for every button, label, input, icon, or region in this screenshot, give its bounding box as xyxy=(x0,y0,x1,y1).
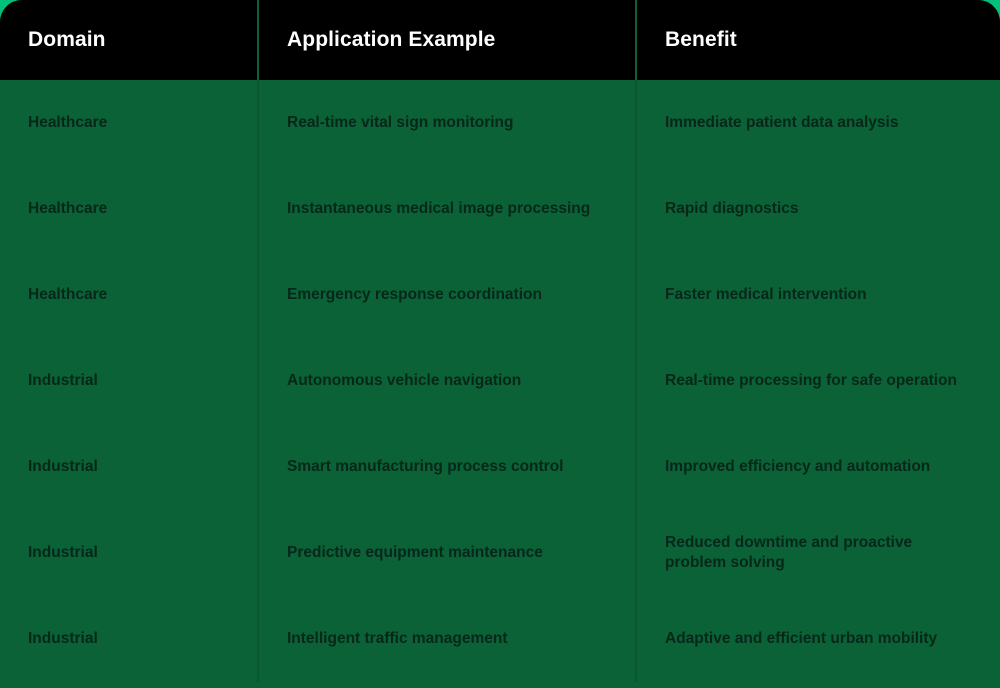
cell-benefit: Rapid diagnostics xyxy=(665,199,799,217)
cell-domain: Industrial xyxy=(0,510,258,596)
cell-benefit: Reduced downtime and proactive problem solving xyxy=(665,533,913,571)
column-header-domain: Domain xyxy=(0,0,258,80)
cell-application: Autonomous vehicle navigation xyxy=(258,338,636,424)
cell-application: Real-time vital sign monitoring xyxy=(258,80,636,166)
table-row xyxy=(0,510,1000,596)
table-body xyxy=(0,80,1000,682)
table-row xyxy=(0,80,1000,166)
table-row xyxy=(0,338,1000,424)
cell-domain: Healthcare xyxy=(0,252,258,338)
cell-application: Intelligent traffic management xyxy=(258,596,636,682)
table-header xyxy=(0,0,1000,80)
cell-domain: Healthcare xyxy=(0,80,258,166)
table-header-row xyxy=(0,0,1000,80)
cell-application: Predictive equipment maintenance xyxy=(258,510,636,596)
cell-domain: Industrial xyxy=(0,596,258,682)
cell-benefit: Real-time processing for safe operation xyxy=(665,371,957,389)
column-header-application-example: Application Example xyxy=(258,0,636,80)
cell-domain: Industrial xyxy=(0,424,258,510)
cell-domain: Industrial xyxy=(0,338,258,424)
cell-benefit: Improved efficiency and automation xyxy=(665,457,931,475)
cell-benefit: Adaptive and efficient urban mobility xyxy=(665,629,938,647)
cell-application: Emergency response coordination xyxy=(258,252,636,338)
cell-application: Smart manufacturing process control xyxy=(258,424,636,510)
cell-benefit: Immediate patient data analysis xyxy=(665,113,899,131)
table-row xyxy=(0,166,1000,252)
table-row xyxy=(0,596,1000,682)
table-row xyxy=(0,424,1000,510)
table-row xyxy=(0,252,1000,338)
cell-application: Instantaneous medical image processing xyxy=(258,166,636,252)
column-header-benefit: Benefit xyxy=(636,0,1000,80)
cell-domain: Healthcare xyxy=(0,166,258,252)
cell-benefit: Faster medical intervention xyxy=(665,285,867,303)
